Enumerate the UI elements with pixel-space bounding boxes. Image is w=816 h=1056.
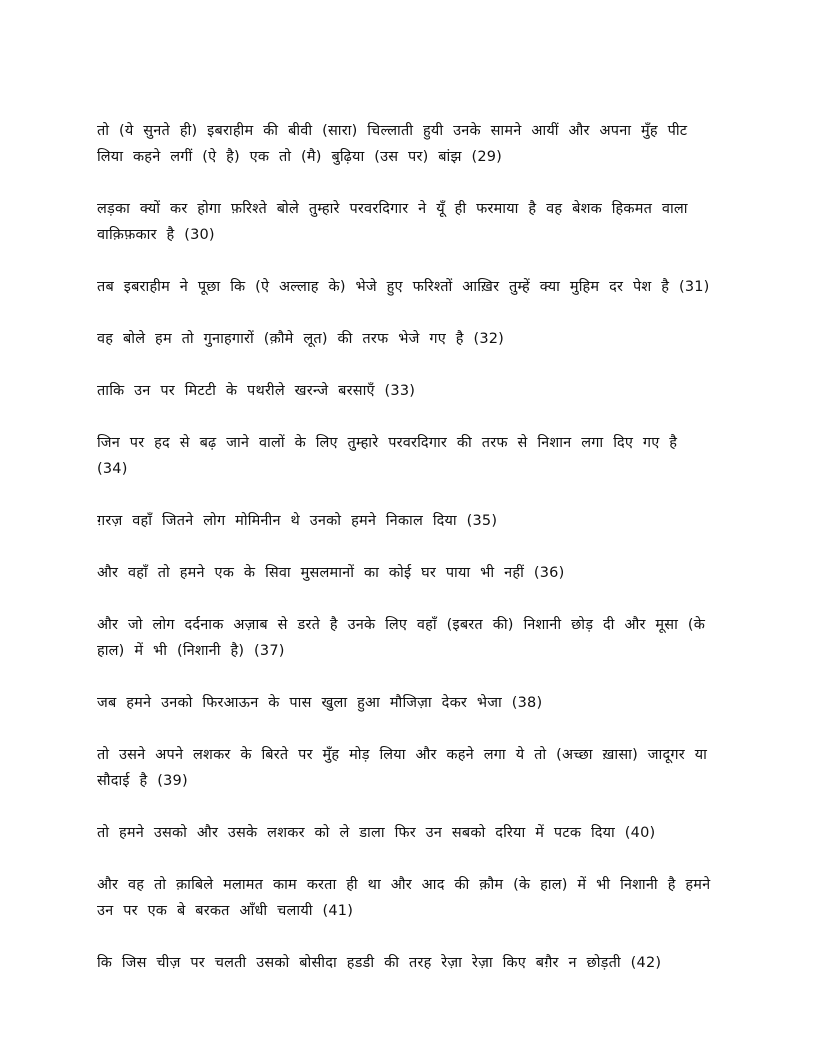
verse-paragraph-31: तब इबराहीम ने पूछा कि (ऐ अल्लाह के) भेजे हुए फरिश्तों आख़िर तुम्हें क्या मुहिम दर पेश है (31) — [97, 279, 710, 295]
verse-paragraph-29: तो (ये सुनते ही) इबराहीम की बीवी (सारा) चिल्लाती हुयी उनके सामने आयीं और अपना मुँह पीट लिया कहने लगीं (ऐ है) एक तो (मै) बुढ़िया (उस पर) बांझ (29) — [97, 123, 688, 165]
verse-paragraph-32: वह बोले हम तो गुनाहगारों (क़ौमे लूत) की तरफ भेजे गए है (32) — [97, 331, 505, 347]
verse-paragraph-30: लड़का क्यों कर होगा फ़रिश्ते बोले तुम्हारे परवरदिगार ने यूँ ही फरमाया है वह बेशक हिकमत वाला वाक़िफ़कार है (30) — [97, 201, 688, 243]
verse-paragraph-42: कि जिस चीज़ पर चलती उसको बोसीदा हडडी की तरह रेज़ा रेज़ा किए बग़ैर न छोड़ती (42) — [97, 955, 662, 971]
verse-paragraph-33: ताकि उन पर मिटटी के पथरीले खरन्जे बरसाएँ (33) — [97, 383, 416, 399]
document-body — [97, 118, 713, 1002]
verse-paragraph-41: और वह तो क़ाबिले मलामत काम करता ही था और आद की क़ौम (के हाल) में भी निशानी है हमने उन पर एक बे बरकत आँधी चलायी (41) — [97, 877, 711, 919]
verse-paragraph-34: जिन पर हद से बढ़ जाने वालों के लिए तुम्हारे परवरदिगार की तरफ से निशान लगा दिए गए है (34) — [97, 435, 678, 477]
verse-paragraph-35: ग़रज़ वहाँ जितने लोग मोमिनीन थे उनको हमने निकाल दिया (35) — [97, 513, 498, 529]
verse-paragraph-38: जब हमने उनको फिरआऊन के पास खुला हुआ मौजिज़ा देकर भेजा (38) — [97, 695, 543, 711]
verse-paragraph-39: तो उसने अपने लशकर के बिरते पर मुँह मोड़ लिया और कहने लगा ये तो (अच्छा ख़ासा) जादूगर या सौदाई है (39) — [97, 747, 708, 789]
verse-paragraph-36: और वहाँ तो हमने एक के सिवा मुसलमानों का कोई घर पाया भी नहीं (36) — [97, 565, 565, 581]
verse-paragraph-40: तो हमने उसको और उसके लशकर को ले डाला फिर उन सबको दरिया में पटक दिया (40) — [97, 825, 656, 841]
verse-paragraph-37: और जो लोग दर्दनाक अज़ाब से डरते है उनके लिए वहाँ (इबरत की) निशानी छोड़ दी और मूसा (के हाल) में भी (निशानी है) (37) — [97, 617, 706, 659]
